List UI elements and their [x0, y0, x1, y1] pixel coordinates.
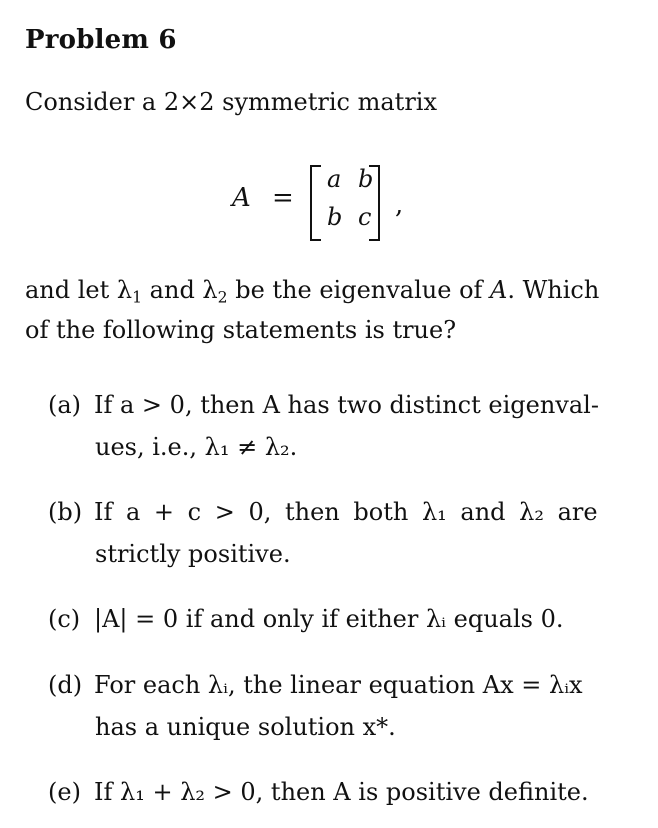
matrix-equals: = [272, 183, 294, 213]
matrix-cell-b-bottom: b [327, 203, 343, 231]
option-a-label: (a) [48, 391, 82, 419]
option-c [48, 598, 563, 640]
question-line-2: of the following statements is true? [25, 316, 457, 344]
matrix-cell-a: a [327, 165, 342, 193]
problem-title: Problem 6 [25, 25, 177, 55]
question-line-1: and let $\lambda_1$ and $\lambda_2$ be the eigenvalue of A. Which [25, 276, 600, 307]
option-a-text-line2: ues, i.e., λ₁ ≠ λ₂. [95, 433, 298, 461]
option-a-text-line1: If a > 0, then A has two distinct eigenval- [94, 391, 599, 419]
matrix-cell-c: c [358, 203, 372, 231]
option-b [48, 491, 598, 533]
intro-text: Consider a 2×2 symmetric matrix [25, 88, 437, 116]
option-d-text-line2: has a unique solution x*. [95, 713, 396, 741]
option-e-text-line1: If λ₁ + λ₂ > 0, then A is positive definite. [94, 778, 589, 806]
matrix [310, 163, 380, 241]
option-e [48, 771, 589, 813]
option-b-label: (b) [48, 498, 83, 526]
matrix-name: A [232, 183, 251, 213]
matrix-comma: , [395, 190, 404, 220]
option-a [48, 384, 599, 426]
option-d [48, 664, 583, 706]
option-c-text-line1: |A| = 0 if and only if either λᵢ equals 0. [94, 605, 564, 633]
option-d-label: (d) [48, 671, 83, 699]
matrix-cell-b-top: b [358, 165, 374, 193]
left-bracket [310, 165, 321, 241]
option-c-label: (c) [48, 605, 81, 633]
option-d-text-line1: For each λᵢ, the linear equation Ax = λᵢx [94, 671, 583, 699]
option-e-label: (e) [48, 778, 81, 806]
option-b-text-line1: If a + c > 0, then both λ₁ and λ₂ are [94, 498, 598, 526]
option-b-text-line2: strictly positive. [95, 540, 291, 568]
